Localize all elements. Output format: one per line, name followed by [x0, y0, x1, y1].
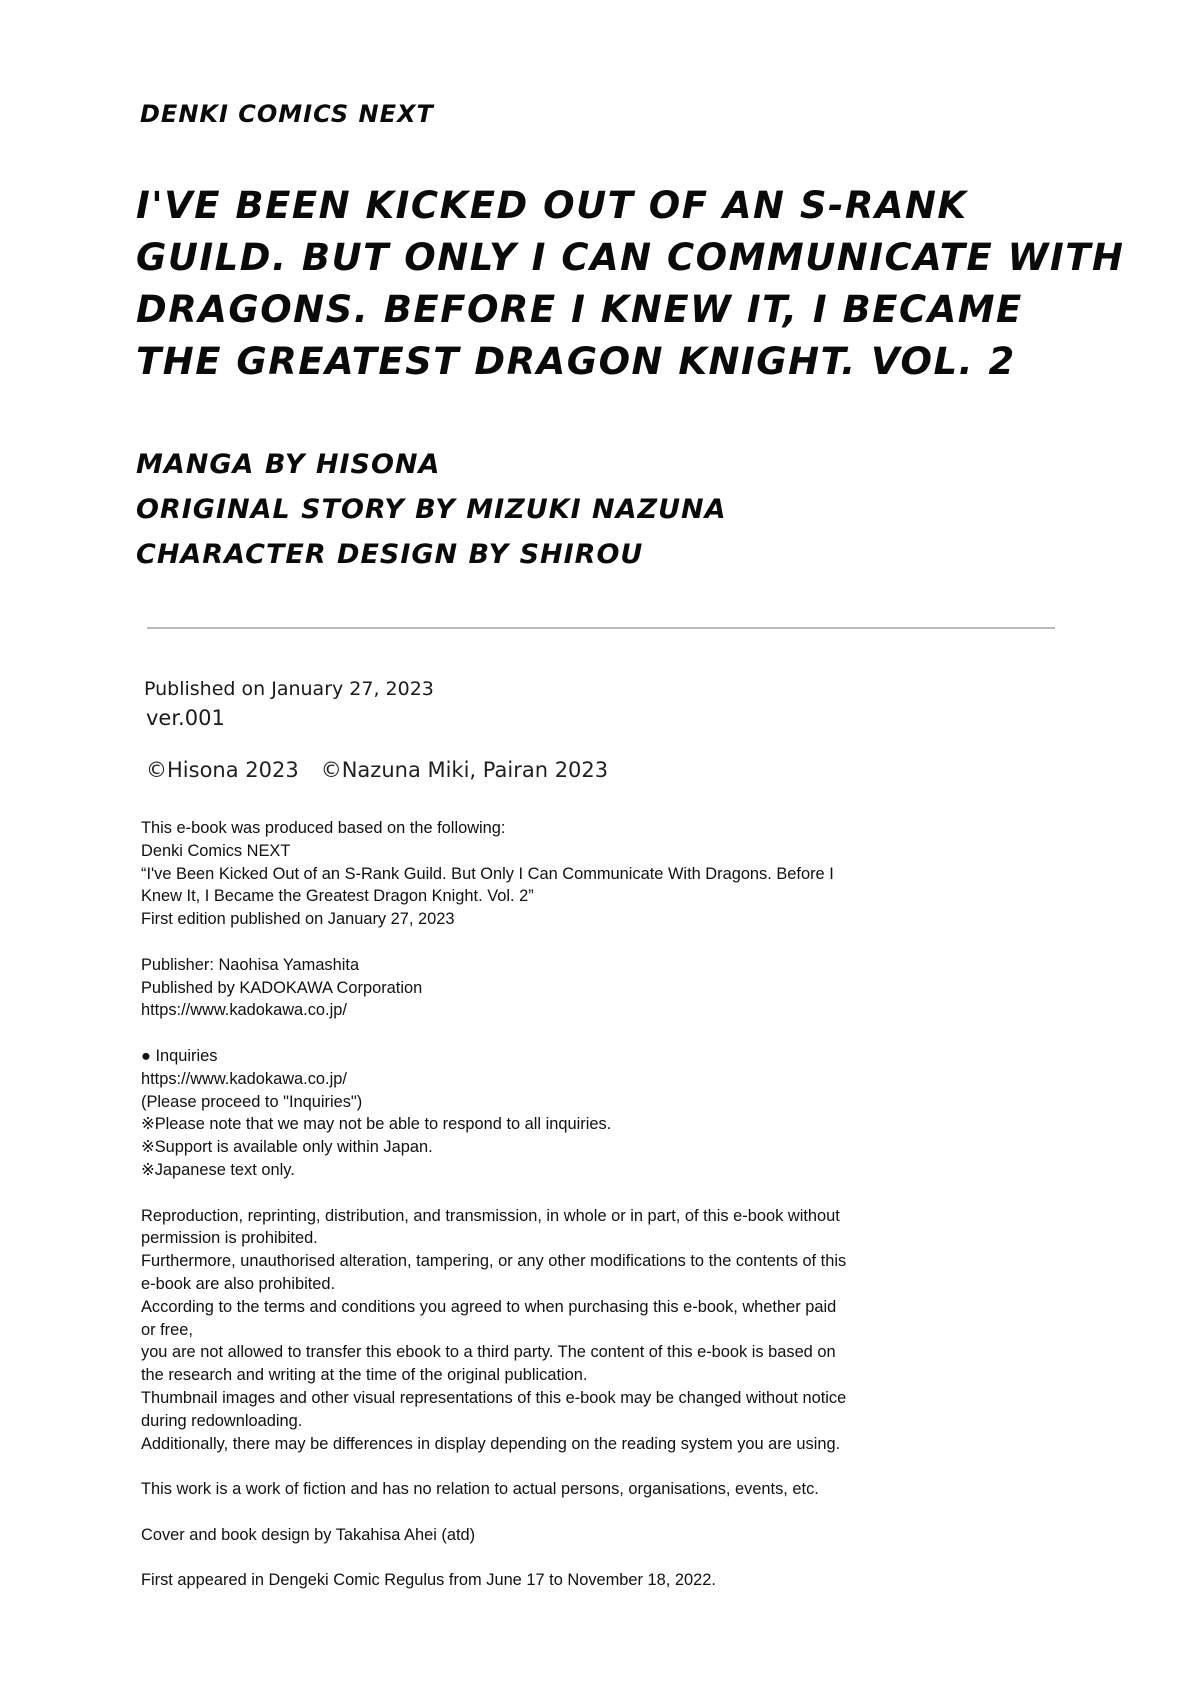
text-line: Additionally, there may be differences in display depending on the reading system you are using. [141, 1434, 841, 1453]
design-credit [141, 1524, 1041, 1547]
copyright-author: ©Nazuna Miki, Pairan 2023 [320, 758, 609, 782]
copyright-notice [146, 758, 608, 782]
text-line: ※Please note that we may not be able to respond to all inquiries. [141, 1115, 612, 1134]
text-line: Cover and book design by Takahisa Ahei (atd) [141, 1525, 476, 1544]
fiction-disclaimer [141, 1478, 1041, 1501]
first-appearance [141, 1569, 1041, 1592]
inquiries-url: https://www.kadokawa.co.jp/ [141, 1069, 347, 1088]
text-line: Publisher: Naohisa Yamashita [141, 955, 360, 974]
copyright-artist: ©Hisona 2023 [146, 758, 299, 782]
text-line: ※Japanese text only. [141, 1160, 295, 1179]
inquiries-paragraph [141, 1045, 1041, 1182]
publisher-url: https://www.kadokawa.co.jp/ [141, 1001, 347, 1020]
book-title [136, 180, 1125, 388]
text-line: Furthermore, unauthorised alteration, tampering, or any other modifications to the contents of this [141, 1252, 847, 1271]
colophon-body [141, 817, 1041, 1615]
publisher-paragraph [141, 954, 1041, 1022]
source-paragraph [141, 817, 1041, 931]
text-line: ※Support is available only within Japan. [141, 1138, 433, 1157]
text-line: First appeared in Dengeki Comic Regulus from June 17 to November 18, 2022. [141, 1571, 716, 1590]
rights-paragraph [141, 1205, 1041, 1456]
text-line: This e-book was produced based on the following: [141, 819, 506, 837]
text-line: you are not allowed to transfer this ebook to a third party. The content of this e-book is based on [141, 1343, 836, 1362]
text-line: (Please proceed to "Inquiries") [141, 1092, 363, 1111]
text-line: during redownloading. [141, 1411, 303, 1430]
text-line: the research and writing at the time of the original publication. [141, 1366, 588, 1385]
title-line: THE GREATEST DRAGON KNIGHT. VOL. 2 [136, 340, 1016, 383]
title-line: DRAGONS. BEFORE I KNEW IT, I BECAME [136, 288, 1023, 331]
text-line: First edition published on January 27, 2023 [141, 910, 455, 929]
credit-manga: MANGA BY HISONA [136, 449, 441, 480]
title-line: GUILD. BUT ONLY I CAN COMMUNICATE WITH [136, 236, 1125, 279]
credits [136, 442, 727, 577]
text-line: Thumbnail images and other visual representations of this e-book may be changed without notice [141, 1388, 847, 1407]
text-line: According to the terms and conditions you agreed to when purchasing this e-book, whether paid [141, 1297, 837, 1316]
credit-original-story: ORIGINAL STORY BY MIZUKI NAZUNA [136, 494, 727, 525]
publication-date: Published on January 27, 2023 [144, 678, 434, 700]
divider [147, 627, 1055, 629]
text-line: Denki Comics NEXT [141, 841, 291, 860]
text-line: permission is prohibited. [141, 1229, 318, 1248]
inquiries-heading: ● Inquiries [141, 1046, 218, 1065]
text-line: This work is a work of fiction and has no relation to actual persons, organisations, events, etc. [141, 1480, 819, 1499]
text-line: “I've Been Kicked Out of an S-Rank Guild. But Only I Can Communicate With Dragons. Before I [141, 864, 834, 883]
text-line: Published by KADOKAWA Corporation [141, 978, 423, 997]
text-line: e-book are also prohibited. [141, 1274, 336, 1293]
version-label: ver.001 [146, 706, 225, 730]
credit-character-design: CHARACTER DESIGN BY SHIROU [136, 539, 644, 570]
text-line: Reproduction, reprinting, distribution, and transmission, in whole or in part, of this e-book without [141, 1206, 840, 1225]
imprint-label: DENKI COMICS NEXT [140, 100, 434, 128]
text-line: or free, [141, 1320, 193, 1339]
publication-info [144, 675, 434, 733]
title-line: I'VE BEEN KICKED OUT OF AN S-RANK [136, 184, 968, 227]
text-line: Knew It, I Became the Greatest Dragon Knight. Vol. 2” [141, 887, 534, 906]
